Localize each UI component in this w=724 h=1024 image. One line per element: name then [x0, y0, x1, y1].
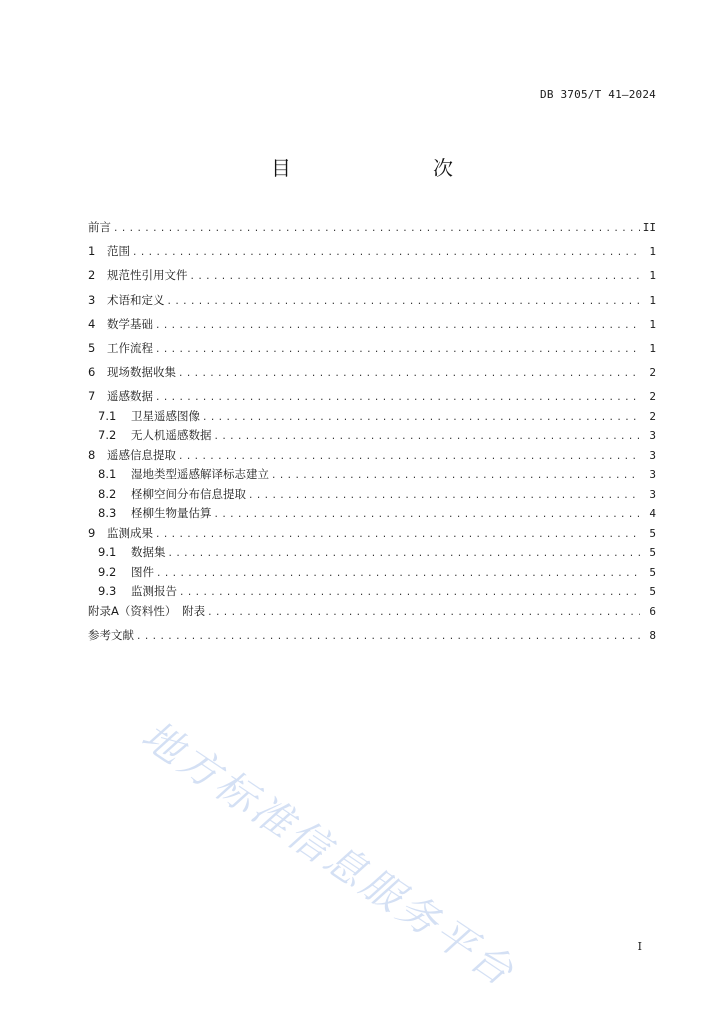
- toc-entry-number: 4: [88, 316, 96, 331]
- toc-leader-dots: [179, 585, 640, 601]
- toc-entry[interactable]: [88, 583, 656, 603]
- toc-entry-label: 无人机遥感数据: [131, 428, 212, 443]
- toc-entry[interactable]: [88, 243, 656, 267]
- toc-entry-label: 附录A（资料性） 附表: [88, 603, 206, 618]
- toc-entry-label: 监测报告: [131, 584, 177, 599]
- toc-entry-number: 8.1: [98, 467, 117, 482]
- toc-entry-page: 5: [649, 585, 656, 599]
- toc-entry-page: 4: [649, 507, 656, 521]
- toc-leader-dots: [132, 245, 640, 261]
- toc-entry-label: 柽柳空间分布信息提取: [131, 486, 246, 501]
- toc-entry-label: 湿地类型遥感解译标志建立: [131, 467, 269, 482]
- toc-entry[interactable]: [88, 466, 656, 486]
- toc-entry-page: 3: [649, 448, 656, 462]
- toc-leader-dots: [113, 221, 640, 237]
- toc-leader-dots: [167, 294, 641, 310]
- toc-entry-page: 1: [649, 341, 656, 355]
- toc-entry-page: 1: [649, 245, 656, 259]
- toc-entry-label: 前言: [88, 220, 111, 234]
- toc-entry[interactable]: [88, 486, 656, 506]
- toc-entry-number: 6: [88, 365, 96, 380]
- toc-entry-number: 7.1: [98, 408, 117, 423]
- toc-entry[interactable]: [88, 427, 656, 447]
- toc-entry-page: 5: [649, 565, 656, 579]
- toc-leader-dots: [155, 342, 640, 358]
- toc-entry[interactable]: [88, 316, 656, 340]
- toc-leader-dots: [155, 318, 640, 334]
- toc-entry-page: 3: [649, 429, 656, 443]
- toc-leader-dots: [190, 269, 641, 285]
- toc-entry-label: 术语和定义: [107, 292, 165, 307]
- toc-entry-page: 5: [649, 546, 656, 560]
- toc-entry-label: 数学基础: [107, 316, 153, 331]
- toc-entry-page: 8: [649, 629, 656, 642]
- toc-leader-dots: [178, 449, 640, 465]
- toc-entry-number: 7.2: [98, 428, 117, 443]
- toc-leader-dots: [202, 410, 640, 426]
- toc-entry[interactable]: [88, 603, 656, 627]
- toc-entry-page: 6: [649, 604, 656, 618]
- toc-entry[interactable]: [88, 388, 656, 408]
- toc-entry-page: II: [642, 221, 656, 234]
- watermark: 地方标准信息服务平台: [133, 712, 524, 997]
- toc-entry-page: 3: [649, 468, 656, 482]
- toc-leader-dots: [136, 629, 640, 645]
- toc-entry-number: 2: [88, 268, 96, 283]
- toc-entry-page: 2: [649, 390, 656, 404]
- toc-entry-number: 8: [88, 447, 96, 462]
- toc-entry-number: 9.1: [98, 545, 117, 560]
- toc-entry-page: 3: [649, 487, 656, 501]
- toc-entry[interactable]: [88, 447, 656, 467]
- toc-entry[interactable]: [88, 525, 656, 545]
- toc-entry-label: 遥感信息提取: [107, 447, 176, 462]
- toc-entry[interactable]: [88, 564, 656, 584]
- toc-entry[interactable]: [88, 267, 656, 291]
- toc-entry-label: 图件: [131, 564, 154, 579]
- toc-leader-dots: [207, 605, 640, 621]
- toc-entry-number: 9.2: [98, 564, 117, 579]
- toc-entry-page: 2: [649, 366, 656, 380]
- toc-entry-label: 卫星遥感图像: [131, 408, 200, 423]
- toc-title: 目 次: [271, 156, 487, 180]
- toc-entry[interactable]: [88, 544, 656, 564]
- table-of-contents: [88, 219, 656, 651]
- toc-entry-label: 参考文献: [88, 628, 134, 642]
- toc-entry[interactable]: [88, 364, 656, 388]
- toc-entry[interactable]: [88, 408, 656, 428]
- toc-entry-label: 遥感数据: [107, 389, 153, 404]
- toc-leader-dots: [168, 546, 641, 562]
- toc-entry-page: 1: [649, 293, 656, 307]
- toc-entry-label: 工作流程: [107, 340, 153, 355]
- toc-leader-dots: [214, 429, 641, 445]
- toc-entry-label: 现场数据收集: [107, 365, 176, 380]
- toc-entry-label: 数据集: [131, 545, 166, 560]
- toc-entry-number: 5: [88, 340, 96, 355]
- toc-entry-page: 5: [649, 526, 656, 540]
- toc-leader-dots: [214, 507, 641, 523]
- toc-leader-dots: [155, 390, 640, 406]
- footer-page-number: I: [637, 940, 642, 953]
- toc-entry-label: 柽柳生物量估算: [131, 506, 212, 521]
- toc-entry-page: 1: [649, 317, 656, 331]
- toc-entry-number: 8.2: [98, 486, 117, 501]
- toc-leader-dots: [156, 566, 640, 582]
- toc-entry-label: 范围: [107, 244, 130, 259]
- toc-entry-number: 8.3: [98, 506, 117, 521]
- toc-entry-page: 1: [649, 269, 656, 283]
- toc-entry[interactable]: [88, 292, 656, 316]
- toc-entry-number: 1: [88, 244, 96, 259]
- toc-entry-number: 3: [88, 292, 96, 307]
- toc-entry-number: 7: [88, 389, 96, 404]
- toc-entry[interactable]: [88, 340, 656, 364]
- toc-entry[interactable]: [88, 505, 656, 525]
- toc-entry-page: 2: [649, 409, 656, 423]
- toc-entry-label: 监测成果: [107, 525, 153, 540]
- standard-code: DB 3705/T 41—2024: [540, 88, 656, 101]
- toc-entry[interactable]: [88, 627, 656, 651]
- toc-entry[interactable]: [88, 219, 656, 243]
- toc-entry-number: 9: [88, 525, 96, 540]
- toc-leader-dots: [248, 488, 640, 504]
- toc-entry-number: 9.3: [98, 584, 117, 599]
- toc-leader-dots: [178, 366, 640, 382]
- toc-entry-label: 规范性引用文件: [107, 268, 188, 283]
- toc-leader-dots: [155, 527, 640, 543]
- toc-leader-dots: [271, 468, 640, 484]
